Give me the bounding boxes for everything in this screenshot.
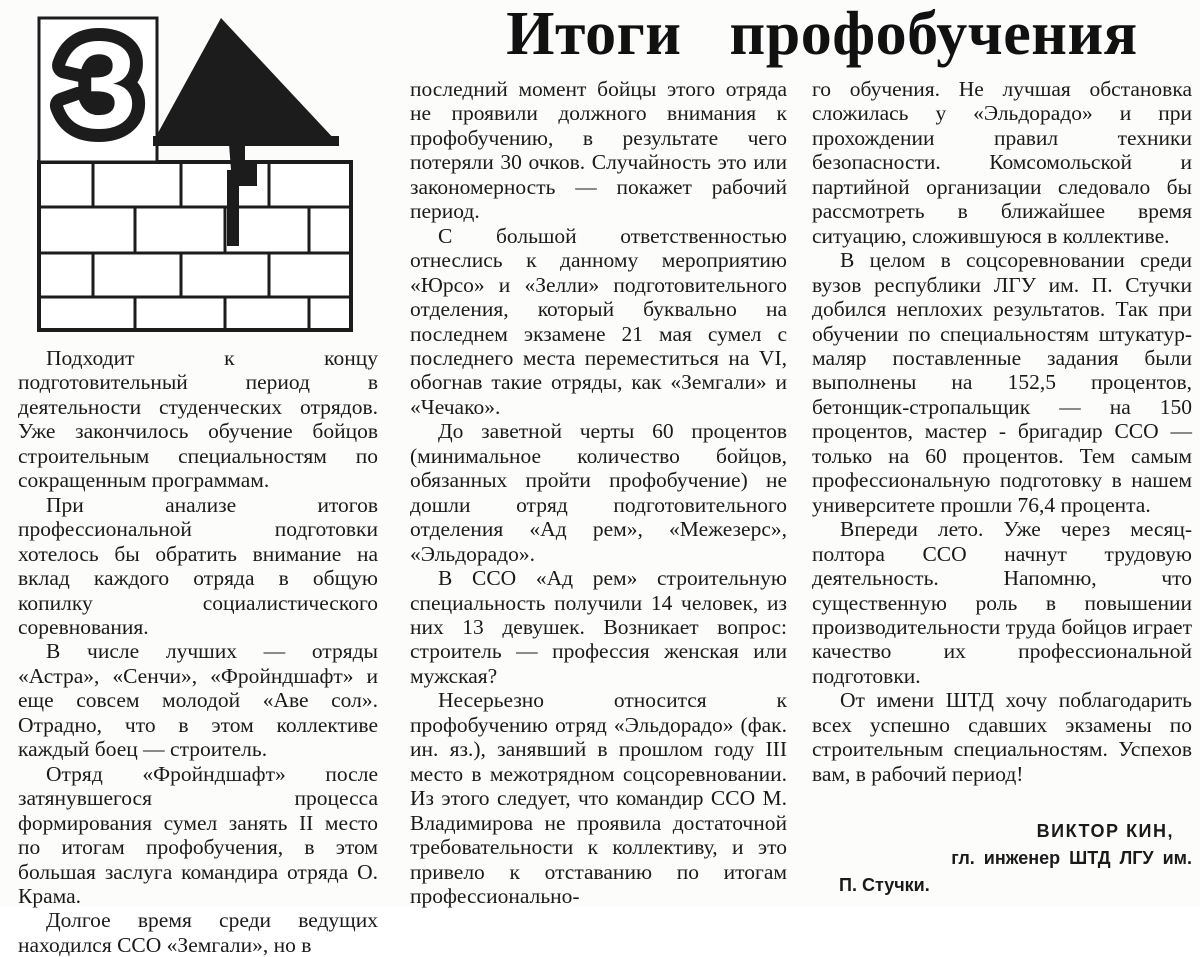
paragraph: Подходит к концу подготовительный период в деятельности студенческих отрядов. Уже закончилось обучение бойцов строительным специальностям по сокращенным программам. <box>18 346 378 493</box>
paragraph: го обучения. Не лучшая обстановка сложилась у «Эльдорадо» и при прохождении правил техники безопасности. Комсомольской и партийной организации следовало бы рассмотреть в ближайшее время ситуацию, сложившуюся в коллективе. <box>812 77 1192 248</box>
paragraph: последний момент бойцы этого отряда не проявили должного внимания к профобучению, в результате чего потеряли 30 очков. Случайность это или закономерность — покажет рабочий период. <box>410 77 787 224</box>
author-title: гл. инженер ШТД ЛГУ им. <box>951 848 1192 868</box>
paragraph: Впереди лето. Уже через месяц-полтора ССО начнут трудовую деятельность. Напомню, что существенную роль в повышении производительности труда бойцов играет качество их профессиональной подготовки. <box>812 517 1192 688</box>
paragraph: При анализе итогов профессиональной подготовки хотелось бы обратить внимание на вклад каждого отряда в общую копилку социалистического соревнования. <box>18 492 378 639</box>
paragraph: В ССО «Ад рем» строительную специальность получили 14 человек, из них 13 девушек. Возникает вопрос: строитель — профессия женская или мужская? <box>410 566 787 688</box>
paragraph: От имени ШТД хочу поблагодарить всех успешно сдавших экзамены по строительным специальностям. Успехов вам, в рабочий период! <box>812 688 1192 786</box>
paragraph: До заветной черты 60 процентов (минимальное количество бойцов, обязанных пройти профобучение) не дошли отряд подготовительного отделения «Ад рем», «Межезерс», «Эльдорадо». <box>410 419 787 566</box>
paragraph: С большой ответственностью отнеслись к данному мероприятию «Юрсо» и «Зелли» подготовительного отделения, который буквально на последнем экзамене 21 мая сумел с последнего места переместиться на VI, обогнав такие отряды, как «Земгали» и «Чечако». <box>410 223 787 419</box>
paragraph: В числе лучших — отряды «Астра», «Сенчи», «Фройндшафт» и еще совсем молодой «Аве сол». Отрадно, что в этом коллективе каждый боец — строитель. <box>18 639 378 762</box>
article-column-3 <box>812 77 1192 786</box>
author-name: ВИКТОР КИН, <box>1036 821 1174 841</box>
brick-wall-trowel-icon <box>25 10 365 340</box>
paragraph: Долгое время среди ведущих находился ССО «Земгали», но в <box>18 908 378 957</box>
article-column-1 <box>18 346 378 957</box>
paragraph: Отряд «Фройндшафт» после затянувшегося процесса формирования сумел занять II место по итогам профобучения, в этом большая заслуга командира отряда О. Крама. <box>18 761 378 908</box>
emblem-numeral: З <box>60 17 138 155</box>
paragraph: В целом в соцсоревновании среди вузов республики ЛГУ им. П. Стучки добился неплохих результатов. Так при обучении по специальностям штукатур-маляр поставленные задания были выполнены на 152,5 процентов, бетонщик-стропальщик — на 150 процентов, мастер - бригадир ССО — только на 60 процентов. Тем самым профессиональную подготовку в нашем университете прошли 76,4 процента. <box>812 248 1192 517</box>
author-affiliation: П. Стучки. <box>839 875 930 895</box>
paragraph: Несерьезно относится к профобучению отряд «Эльдорадо» (фак. ин. яз.), занявший в прошлом году III место в межотрядном соцсоревновании. Из этого следует, что командир ССО М. Владимирова не проявила достаточной требовательности к коллективу, и это привело к отставанию по итогам профессионально- <box>410 688 787 908</box>
author-signature <box>812 818 1192 899</box>
article-headline: Итоги профобучения <box>506 0 1138 68</box>
article-column-2 <box>410 77 787 908</box>
